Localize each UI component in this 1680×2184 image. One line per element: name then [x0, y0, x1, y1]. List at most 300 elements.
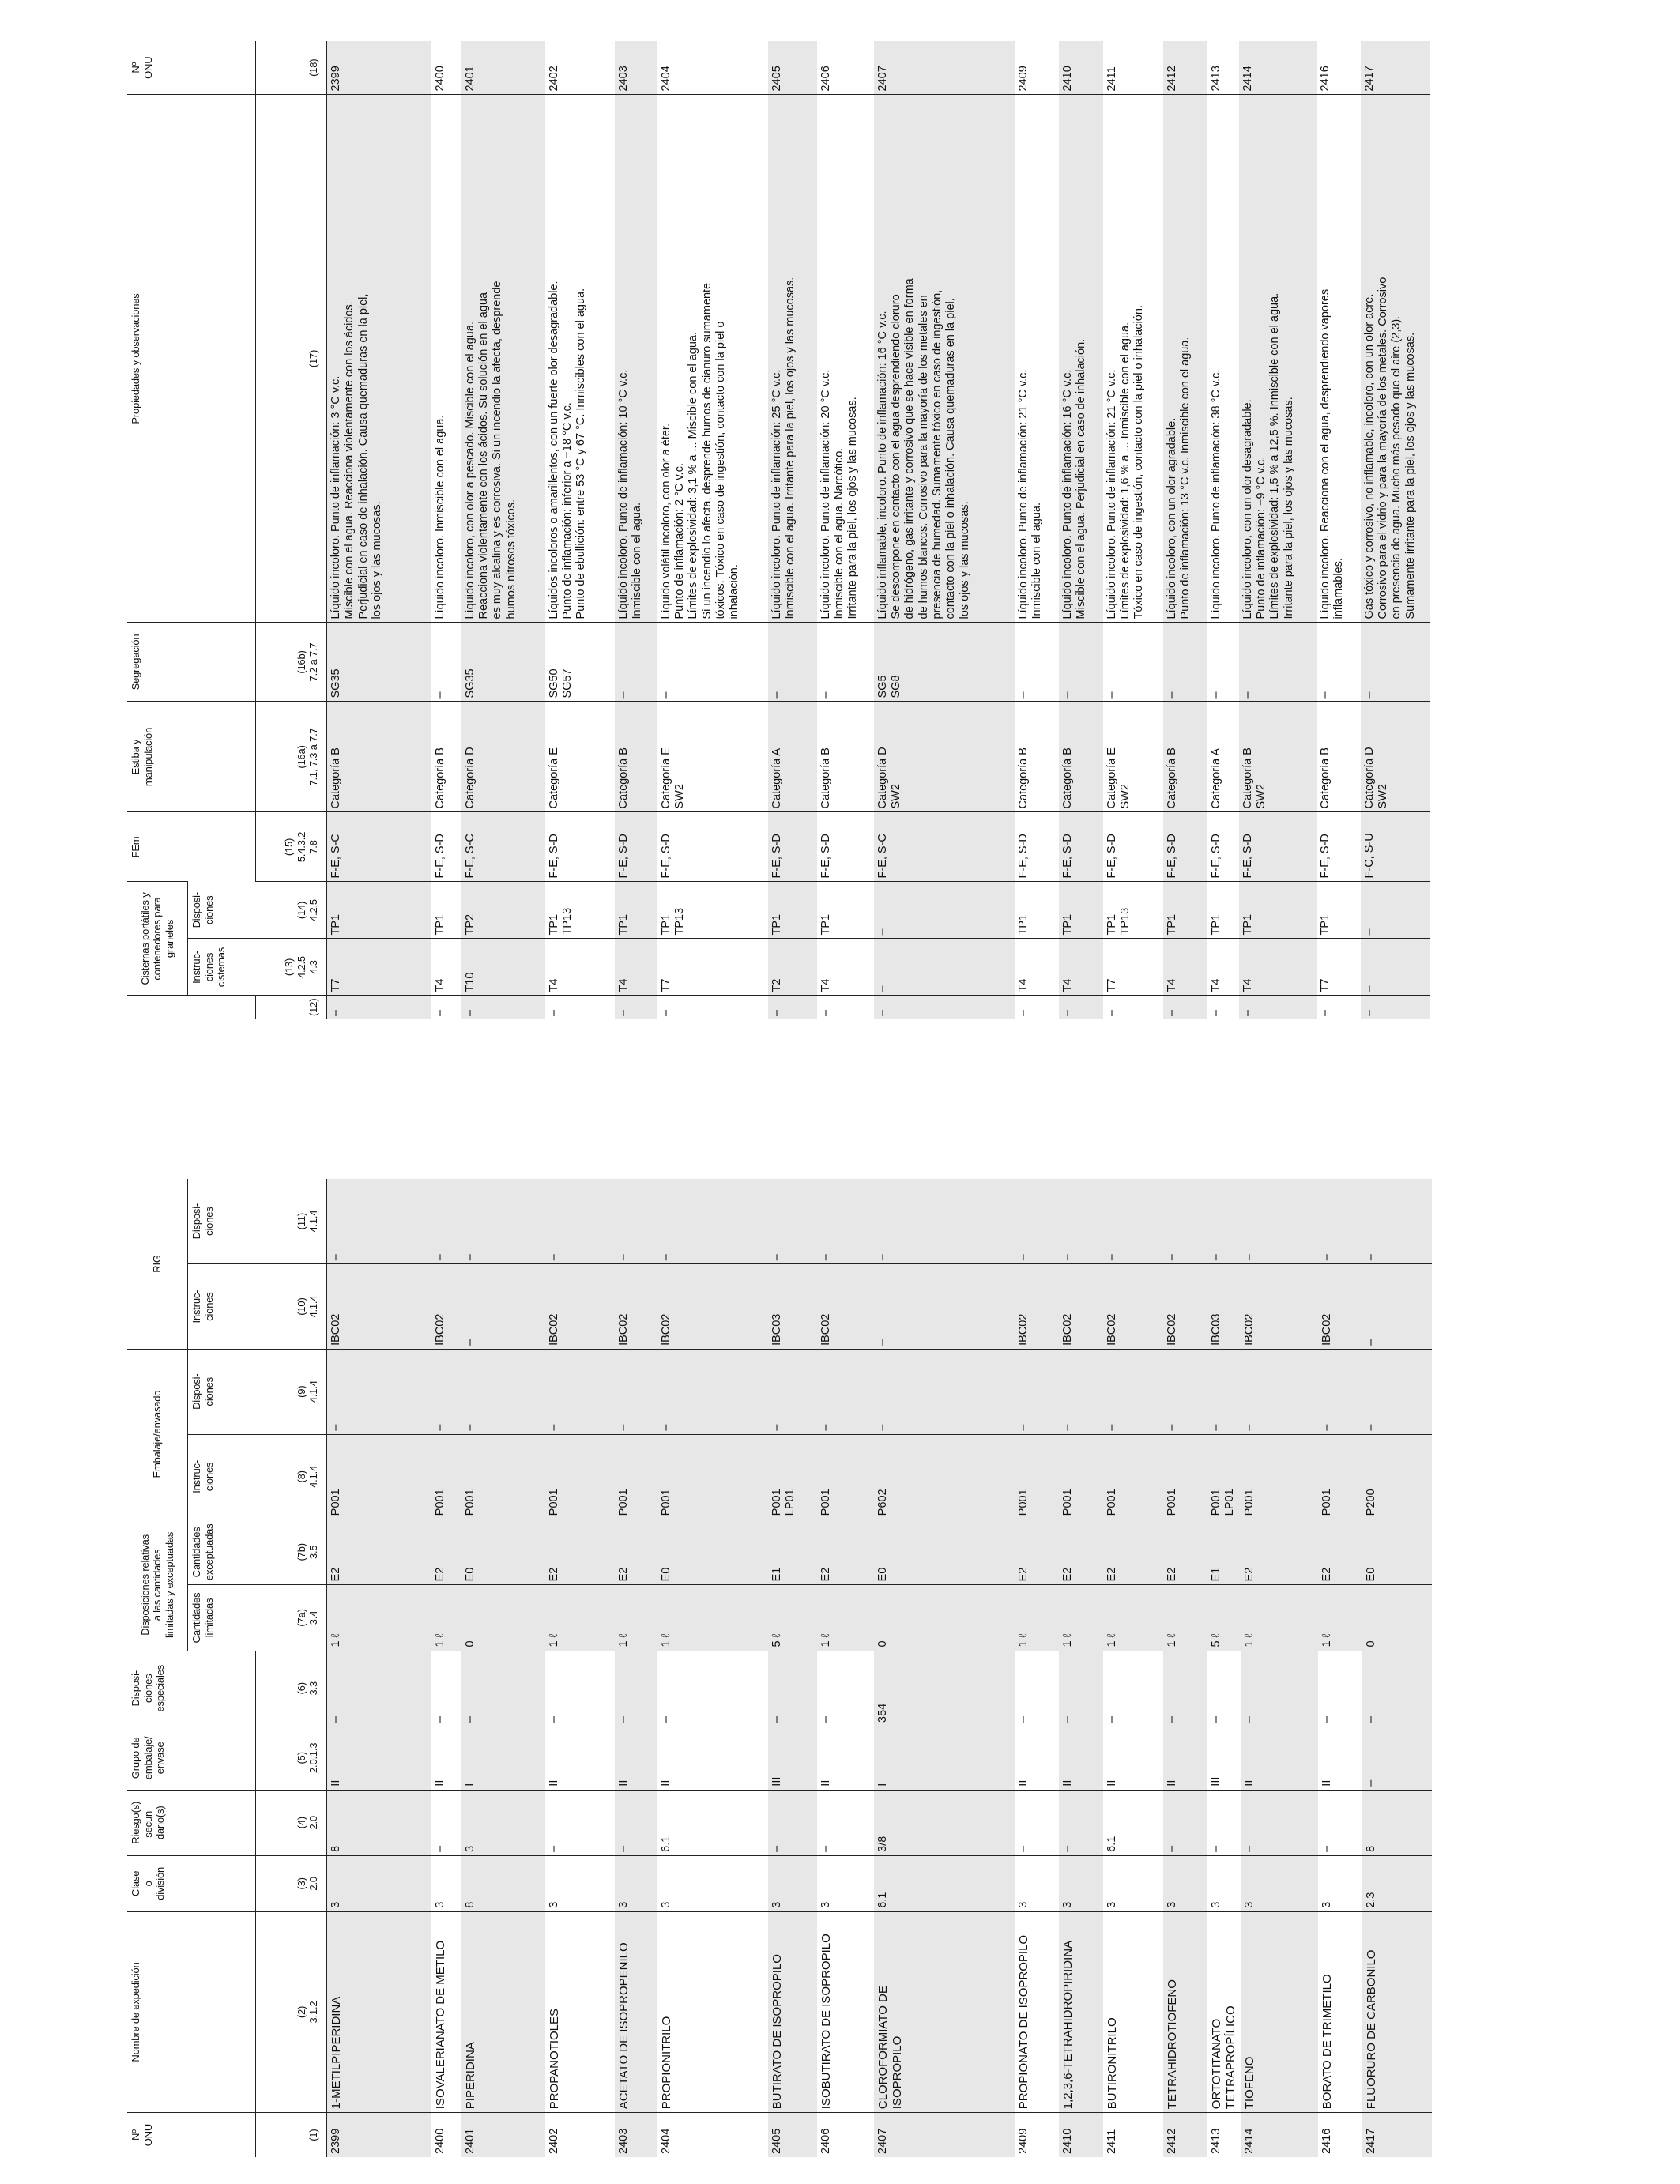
excepted-quantity-cell: E2 [545, 1519, 615, 1585]
properties-cell: Líquido incoloro. Punto de inflamación: 38 °C v.c. [1207, 95, 1239, 623]
excepted-quantity-cell: E2 [817, 1519, 874, 1585]
header-subsidiary-risk: Riesgo(s) secun- dario(s) [127, 1790, 256, 1855]
ems-cell: F-E, S-D [1103, 812, 1163, 882]
column-12-cell: – [545, 996, 615, 1019]
tank-instruction-cell: T4 [1059, 939, 1103, 996]
ibc-provision-cell: – [545, 1179, 615, 1264]
packing-group-cell: II [1241, 1726, 1318, 1790]
un-cell: 2410 [1059, 41, 1103, 95]
tank-instruction-cell: T2 [768, 939, 817, 996]
tank-provision-cell: TP1 TP13 [545, 882, 615, 939]
limited-quantity-cell: 5 ℓ [768, 1585, 817, 1651]
tank-instruction-cell: T4 [431, 939, 461, 996]
ibc-instruction-cell: IBC02 [1103, 1264, 1163, 1350]
ibc-provision-cell: – [615, 1179, 657, 1264]
left-column-number: (7a) 3.4 [256, 1585, 327, 1651]
header-tank-provisions: Disposi- ciones [190, 892, 215, 928]
shipping-name-cell: 1-METILPIPERIDINA [327, 1911, 431, 2112]
un-cell: 2412 [1163, 41, 1207, 95]
ems-cell: F-E, S-D [615, 812, 657, 882]
special-provisions-cell: – [1059, 1651, 1103, 1726]
special-provisions-cell: – [545, 1651, 615, 1726]
un-cell: 2407 [874, 2113, 1015, 2157]
left-column-number: (1) [256, 2113, 327, 2157]
properties-cell: Líquido volátil incoloro, con olor a éter. Punto de inflamación: 2 °C v.c. Límites de explosividad: 3,1 % a ... Miscible con el agua. Si un incendio lo afecta, desprende humos de cianuro sumamente tóxicos. Tóxico en caso de ingestión, contacto con la piel o inhalación. [657, 95, 768, 623]
ems-cell: F-E, S-D [1059, 812, 1103, 882]
limited-quantity-cell: 0 [461, 1585, 545, 1651]
right-column-number: (18) [256, 41, 327, 95]
ibc-instruction-cell: IBC02 [1318, 1264, 1362, 1350]
packing-provision-cell: – [1318, 1349, 1362, 1434]
header-shipping-name: Nombre de expedición [127, 1911, 256, 2112]
segregation-cell: – [1207, 623, 1239, 702]
table-row [1163, 1179, 1207, 2157]
left-column-number: (3) 2.0 [256, 1855, 327, 1911]
limited-quantity-cell: 1 ℓ [1163, 1585, 1207, 1651]
left-column-number: (2) 3.1.2 [256, 1911, 327, 2112]
tank-provision-cell: TP1 TP13 [1103, 882, 1163, 939]
packing-provision-cell: – [431, 1349, 461, 1434]
tank-instruction-cell: T7 [1317, 939, 1361, 996]
packing-instruction-cell: P001 [615, 1434, 657, 1519]
packing-instruction-cell: P001 [545, 1434, 615, 1519]
column-12-cell: – [431, 996, 461, 1019]
limited-quantity-cell: 5 ℓ [1207, 1585, 1241, 1651]
tank-provision-cell: TP1 [431, 882, 461, 939]
ibc-instruction-cell: – [461, 1264, 545, 1350]
ibc-instruction-cell: IBC02 [1241, 1264, 1318, 1350]
tank-instruction-cell: T7 [657, 939, 768, 996]
packing-group-cell: II [615, 1726, 657, 1790]
special-provisions-cell: 354 [874, 1651, 1015, 1726]
table-row [615, 1179, 657, 2157]
tank-provision-cell: TP1 [615, 882, 657, 939]
column-12-cell: – [327, 996, 431, 1019]
limited-quantity-cell: 1 ℓ [545, 1585, 615, 1651]
tank-provision-cell: TP1 [768, 882, 817, 939]
class-cell: 3 [1059, 1855, 1103, 1911]
excepted-quantity-cell: E2 [327, 1519, 431, 1585]
class-cell: 3 [327, 1855, 431, 1911]
column-12-cell: – [1015, 996, 1059, 1019]
limited-quantity-cell: 1 ℓ [1318, 1585, 1362, 1651]
packing-instruction-cell: P001 [1059, 1434, 1103, 1519]
table-row [1239, 41, 1317, 1019]
packing-provision-cell: – [1059, 1349, 1103, 1434]
column-12-cell: – [768, 996, 817, 1019]
un-cell: 2416 [1318, 66, 1332, 92]
stowage-cell: Categoría B [615, 702, 657, 812]
properties-cell: Líquido incoloro. Punto de inflamación: 20 °C v.c. Inmiscible con el agua. Narcótico. Irritante para la piel, los ojos y las mucosas. [817, 95, 874, 623]
ibc-instruction-cell: IBC02 [431, 1264, 461, 1350]
tank-provision-cell: TP1 [1207, 882, 1239, 939]
tank-provision-cell: – [874, 882, 1015, 939]
segregation-cell: – [817, 623, 874, 702]
left-table-panel [127, 1179, 1432, 2157]
shipping-name-cell: BORATO DE TRIMETILO [1318, 1911, 1362, 2112]
class-cell: 3 [817, 1855, 874, 1911]
ems-cell: F-E, S-D [1207, 812, 1239, 882]
special-provisions-cell: – [1241, 1651, 1318, 1726]
stowage-cell: Categoría B [1163, 702, 1207, 812]
limited-quantity-cell: 1 ℓ [657, 1585, 768, 1651]
stowage-cell: Categoría E [545, 702, 615, 812]
left-column-number: (5) 2.0.1.3 [256, 1726, 327, 1790]
excepted-quantity-cell: E0 [1362, 1519, 1432, 1585]
header-ibc-group: RIG [127, 1179, 188, 1349]
ibc-provision-cell: – [461, 1179, 545, 1264]
special-provisions-cell: – [817, 1651, 874, 1726]
column-12-cell: – [874, 996, 1015, 1019]
packing-group-cell: II [1103, 1726, 1163, 1790]
ibc-instruction-cell: – [874, 1264, 1015, 1350]
segregation-cell: – [615, 623, 657, 702]
shipping-name-cell: TIOFENO [1241, 1911, 1318, 2112]
table-row [327, 41, 431, 1019]
tank-instruction-cell: T7 [327, 939, 431, 996]
subsidiary-risk-cell: – [817, 1790, 874, 1855]
un-cell: 2417 [1361, 41, 1430, 95]
ibc-provision-cell: – [1015, 1179, 1059, 1264]
ibc-provision-cell: – [1103, 1179, 1163, 1264]
subsidiary-risk-cell: – [431, 1790, 461, 1855]
ibc-instruction-cell: IBC02 [1059, 1264, 1103, 1350]
packing-group-cell: III [1207, 1726, 1241, 1790]
ibc-instruction-cell: IBC02 [817, 1264, 874, 1350]
un-cell: 2413 [1207, 2113, 1241, 2157]
packing-instruction-cell: P001 [327, 1434, 431, 1519]
un-cell: 2399 [327, 2113, 431, 2157]
ibc-provision-cell: – [1059, 1179, 1103, 1264]
header-stowage: Estiba y manipulación [127, 702, 256, 812]
table-row [461, 1179, 545, 2157]
un-cell: 2403 [615, 41, 657, 95]
un-cell: 2401 [461, 2113, 545, 2157]
properties-cell: Líquidos incoloros o amarillentos, con un fuerte olor desagradable. Punto de inflamación: inferior a −18 °C v.c. Punto de ebullición: entre 53 °C y 67 °C. Inmiscibles con el agua. [545, 95, 615, 623]
un-cell: 2404 [657, 2113, 768, 2157]
subsidiary-risk-cell: – [545, 1790, 615, 1855]
class-cell: 3 [1207, 1855, 1241, 1911]
limited-quantity-cell: 0 [1362, 1585, 1432, 1651]
special-provisions-cell: – [657, 1651, 768, 1726]
special-provisions-cell: – [1318, 1651, 1362, 1726]
class-cell: 6.1 [874, 1855, 1015, 1911]
packing-group-cell: II [431, 1726, 461, 1790]
dangerous-goods-list-right [127, 41, 1430, 1019]
properties-cell: Líquido incoloro, con un olor agradable. Punto de inflamación: 13 °C v.c. Inmiscible con el agua. [1163, 95, 1207, 623]
special-provisions-cell: – [1362, 1651, 1432, 1726]
un-cell: 2416 [1318, 2113, 1362, 2157]
stowage-cell: Categoría B [1059, 702, 1103, 812]
class-cell: 3 [768, 1855, 817, 1911]
packing-provision-cell: – [874, 1349, 1015, 1434]
ems-cell: F-E, S-C [874, 812, 1015, 882]
shipping-name-cell: PIPERIDINA [461, 1911, 545, 2112]
header-limited-quantities: Cantidades limitadas [188, 1585, 256, 1651]
packing-instruction-cell: P001 [657, 1434, 768, 1519]
limited-quantity-cell: 1 ℓ [327, 1585, 431, 1651]
un-cell: 2406 [817, 2113, 874, 2157]
right-column-number: (13) 4.2.5 4.3 [256, 939, 327, 996]
ibc-instruction-cell: IBC02 [615, 1264, 657, 1350]
un-cell: 2412 [1163, 2113, 1207, 2157]
un-cell: 2407 [874, 41, 1015, 95]
tank-provision-cell: TP2 [461, 882, 545, 939]
stowage-cell: Categoría A [1207, 702, 1239, 812]
properties-cell: Líquido incoloro. Punto de inflamación: 3 °C v.c. Miscible con el agua. Reacciona violentamente con los ácidos. Perjudicial en caso de inhalación. Causa quemaduras en la piel, los ojos y las mucosas. [327, 95, 431, 623]
shipping-name-cell: ISOVALERIANATO DE METILO [431, 1911, 461, 2112]
table-row [768, 41, 817, 1019]
class-cell: 3 [1241, 1855, 1318, 1911]
segregation-cell: SG5 SG8 [874, 623, 1015, 702]
ems-cell: F-C, S-U [1361, 812, 1430, 882]
excepted-quantity-cell: E2 [431, 1519, 461, 1585]
subsidiary-risk-cell: 6.1 [1103, 1790, 1163, 1855]
stowage-cell: Categoría E SW2 [657, 702, 768, 812]
stowage-cell: Categoría B [1015, 702, 1059, 812]
tank-provision-cell: TP1 [1015, 882, 1059, 939]
un-cell: 2405 [768, 2113, 817, 2157]
right-column-number: (14) 4.2.5 [256, 882, 327, 939]
packing-group-cell: II [1318, 1726, 1362, 1790]
excepted-quantity-cell: E2 [1059, 1519, 1103, 1585]
tank-provision-cell: – [1361, 882, 1430, 939]
un-cell: 2411 [1103, 2113, 1163, 2157]
packing-provision-cell: – [1015, 1349, 1059, 1434]
class-cell: 3 [1318, 1855, 1362, 1911]
ibc-provision-cell: – [874, 1179, 1015, 1264]
header-packing-group: Grupo de embalaje/ envase [127, 1726, 256, 1790]
subsidiary-risk-cell: – [1241, 1790, 1318, 1855]
left-column-number: (9) 4.1.4 [256, 1349, 327, 1434]
tank-instruction-cell: T7 [1103, 939, 1163, 996]
column-12-cell: – [1103, 996, 1163, 1019]
table-row [1207, 1179, 1241, 2157]
packing-group-cell: II [327, 1726, 431, 1790]
special-provisions-cell: – [327, 1651, 431, 1726]
segregation-cell: – [1103, 623, 1163, 702]
tank-provision-cell: TP1 [327, 882, 431, 939]
segregation-cell: – [768, 623, 817, 702]
header-packing-provisions: Disposi- ciones [188, 1349, 256, 1434]
un-cell: 2400 [431, 2113, 461, 2157]
excepted-quantity-cell: E2 [1015, 1519, 1059, 1585]
table-row [431, 41, 461, 1019]
table-row [431, 1179, 461, 2157]
header-ibc-instructions: Instruc- ciones [188, 1264, 256, 1350]
packing-group-cell: II [817, 1726, 874, 1790]
table-row [1362, 1179, 1432, 2157]
un-cell: 2405 [768, 41, 817, 95]
ems-cell: F-E, S-D [1317, 812, 1361, 882]
segregation-cell: SG35 [461, 623, 545, 702]
shipping-name-cell: CLOROFORMIATO DE ISOPROPILO [874, 1911, 1015, 2112]
un-cell: 2414 [1239, 41, 1317, 95]
tank-instruction-cell: T4 [1239, 939, 1317, 996]
excepted-quantity-cell: E2 [1163, 1519, 1207, 1585]
header-un-number-right: Nº ONU [127, 41, 256, 95]
packing-instruction-cell: P001 [461, 1434, 545, 1519]
excepted-quantity-cell: E2 [1318, 1519, 1362, 1585]
shipping-name-cell: ISOBUTIRATO DE ISOPROPILO [817, 1911, 874, 2112]
ibc-instruction-cell: IBC02 [327, 1264, 431, 1350]
excepted-quantity-cell: E1 [1207, 1519, 1241, 1585]
un-cell: 2411 [1105, 66, 1118, 92]
packing-group-cell: II [1059, 1726, 1103, 1790]
un-cell: 2401 [461, 41, 545, 95]
table-row [545, 41, 615, 1019]
segregation-cell: – [1317, 623, 1361, 702]
table-row [327, 1179, 431, 2157]
shipping-name-cell: FLUORURO DE CARBONILO [1362, 1911, 1432, 2112]
shipping-name-cell: 1,2,3,6-TETRAHIDROPIRIDINA [1059, 1911, 1103, 2112]
column-12-cell: – [1207, 996, 1239, 1019]
class-cell: 8 [461, 1855, 545, 1911]
segregation-cell: SG50 SG57 [545, 623, 615, 702]
tank-provision-cell: TP1 [1059, 882, 1103, 939]
tank-instruction-cell: T4 [1015, 939, 1059, 996]
left-column-number: (8) 4.1.4 [256, 1434, 327, 1519]
stowage-cell: Categoría D SW2 [1361, 702, 1430, 812]
packing-provision-cell: – [1241, 1349, 1318, 1434]
class-cell: 3 [1015, 1855, 1059, 1911]
left-column-number: (7b) 3.5 [256, 1519, 327, 1585]
right-column-number: (16b) 7.2 a 7.7 [256, 623, 327, 702]
excepted-quantity-cell: E0 [461, 1519, 545, 1585]
tank-instruction-cell: T4 [1207, 939, 1239, 996]
shipping-name-cell: TETRAHIDROTIOFENO [1163, 1911, 1207, 2112]
table-row [1059, 41, 1103, 1019]
limited-quantity-cell: 1 ℓ [431, 1585, 461, 1651]
packing-provision-cell: – [768, 1349, 817, 1434]
limited-quantity-cell: 1 ℓ [1103, 1585, 1163, 1651]
table-row [1103, 1179, 1163, 2157]
stowage-cell: Categoría B [431, 702, 461, 812]
class-cell: 3 [1103, 1855, 1163, 1911]
table-row [768, 1179, 817, 2157]
properties-cell: Líquido incoloro, con olor a pescado. Miscible con el agua. Reacciona violentamente con los ácidos. Su solución en el agua es muy alcalina y es corrosiva. Si un incendio la afecta, desprende humos nitrosos tóxicos. [461, 95, 545, 623]
table-row [615, 41, 657, 1019]
packing-provision-cell: – [1103, 1349, 1163, 1434]
right-table-panel [127, 41, 1430, 1019]
packing-provision-cell: – [1163, 1349, 1207, 1434]
packing-provision-cell: – [615, 1349, 657, 1434]
packing-instruction-cell: P001 [1241, 1434, 1318, 1519]
dangerous-goods-list-left [127, 1179, 1432, 2157]
table-row [1059, 1179, 1103, 2157]
ibc-provision-cell: – [817, 1179, 874, 1264]
segregation-cell: – [1361, 623, 1430, 702]
left-column-number: (10) 4.1.4 [256, 1264, 327, 1350]
un-cell: 2414 [1241, 2113, 1318, 2157]
special-provisions-cell: – [1207, 1651, 1241, 1726]
properties-cell: Líquido incoloro. Punto de inflamación: 10 °C v.c. Inmiscible con el agua. [615, 95, 657, 623]
subsidiary-risk-cell: – [1015, 1790, 1059, 1855]
packing-instruction-cell: P001 [817, 1434, 874, 1519]
header-ibc-provisions: Disposi- ciones [190, 1203, 215, 1240]
right-column-number: (16a) 7.1, 7.3 a 7.7 [256, 702, 327, 812]
column-12-cell: – [657, 996, 768, 1019]
packing-group-cell: II [1015, 1726, 1059, 1790]
special-provisions-cell: – [768, 1651, 817, 1726]
packing-instruction-cell: P001 [1318, 1434, 1362, 1519]
header-tank-group: Cisternas portátiles y contenedores para graneles [127, 882, 188, 996]
column-12-cell: – [615, 996, 657, 1019]
packing-group-cell: II [1163, 1726, 1207, 1790]
ems-cell: F-E, S-D [817, 812, 874, 882]
special-provisions-cell: – [1015, 1651, 1059, 1726]
excepted-quantity-cell: E2 [1241, 1519, 1318, 1585]
class-cell: 3 [657, 1855, 768, 1911]
ibc-provision-cell: – [768, 1179, 817, 1264]
class-cell: 2.3 [1362, 1855, 1432, 1911]
properties-cell: Líquido incoloro. Reacciona con el agua, desprendiendo vapores inflamables. [1317, 95, 1361, 623]
shipping-name-cell: ORTOTITANATO TETRAPROPÍLICO [1207, 1911, 1241, 2112]
class-cell: 3 [615, 1855, 657, 1911]
ibc-instruction-cell: IBC02 [657, 1264, 768, 1350]
ems-cell: F-E, S-D [545, 812, 615, 882]
ibc-instruction-cell: IBC02 [1015, 1264, 1059, 1350]
stowage-cell: Categoría B [327, 702, 431, 812]
header-ems: FEm [127, 812, 256, 882]
un-cell: 2406 [819, 66, 832, 92]
stowage-cell: Categoría B [817, 702, 874, 812]
table-row [657, 41, 768, 1019]
table-row [817, 41, 874, 1019]
header-properties: Propiedades y observaciones [127, 95, 256, 623]
packing-instruction-cell: P001 [431, 1434, 461, 1519]
un-cell: 2399 [327, 41, 431, 95]
column-12-cell: – [1361, 996, 1430, 1019]
properties-cell: Líquido incoloro. Punto de inflamación: 21 °C v.c. Límites de explosividad: 1,6 % a ... Inmiscible con el agua. Tóxico en caso de ingestión, contacto con la piel o inhalación. [1103, 95, 1163, 623]
shipping-name-cell: BUTIRONITRILO [1103, 1911, 1163, 2112]
header-tank-instructions: Instruc- ciones cisternas [188, 939, 256, 996]
subsidiary-risk-cell: – [1163, 1790, 1207, 1855]
stowage-cell: Categoría E SW2 [1103, 702, 1163, 812]
right-column-number: (15) 5.4.3.2 7.8 [256, 812, 327, 882]
table-row [874, 41, 1015, 1019]
table-row [817, 1179, 874, 2157]
subsidiary-risk-cell: – [768, 1790, 817, 1855]
un-cell: 2413 [1209, 66, 1222, 92]
table-row [1015, 1179, 1059, 2157]
ibc-provision-cell: – [431, 1179, 461, 1264]
segregation-cell: – [1163, 623, 1207, 702]
subsidiary-risk-cell: 3 [461, 1790, 545, 1855]
shipping-name-cell: PROPIONITRILO [657, 1911, 768, 2112]
excepted-quantity-cell: E2 [1103, 1519, 1163, 1585]
column-12-cell: – [461, 996, 545, 1019]
class-cell: 3 [1163, 1855, 1207, 1911]
shipping-name-cell: BUTIRATO DE ISOPROPILO [768, 1911, 817, 2112]
ibc-provision-cell: – [1318, 1179, 1362, 1264]
tank-provision-cell: TP1 [1317, 882, 1361, 939]
ibc-provision-cell: – [1362, 1179, 1432, 1264]
packing-provision-cell: – [817, 1349, 874, 1434]
table-row [657, 1179, 768, 2157]
packing-instruction-cell: P001 [1015, 1434, 1059, 1519]
table-row [461, 41, 545, 1019]
excepted-quantity-cell: E1 [768, 1519, 817, 1585]
segregation-cell: – [1239, 623, 1317, 702]
un-cell: 2404 [659, 66, 672, 92]
table-row [1361, 41, 1430, 1019]
special-provisions-cell: – [461, 1651, 545, 1726]
ibc-instruction-cell: IBC03 [1207, 1264, 1241, 1350]
tank-instruction-cell: T4 [545, 939, 615, 996]
packing-instruction-cell: P001 LP01 [768, 1434, 817, 1519]
header-limited-excepted-group: Disposiciones relativas a las cantidades limitadas y exceptuadas [127, 1519, 188, 1651]
